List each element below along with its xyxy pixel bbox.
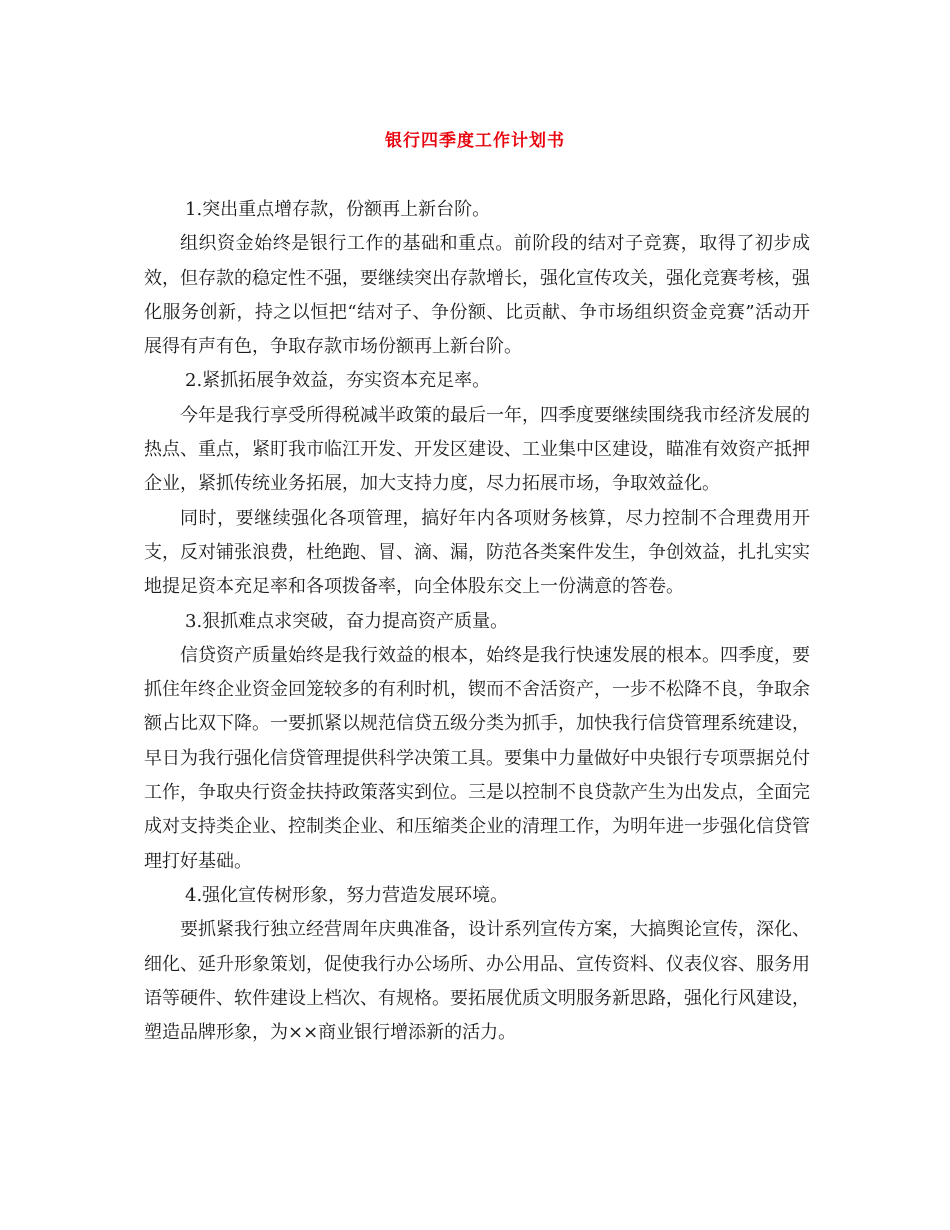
paragraph: 信贷资产质量始终是我行效益的根本，始终是我行快速发展的根本。四季度，要抓住年终企业资金回笼较多的有利时机，锲而不舍活资产，一步不松降不良，争取余额占比双下降。一要抓紧以规范信贷五级分类为抓手，加快我行信贷管理系统建设，早日为我行强化信贷管理提供科学决策工具。要集中力量做好中央银行专项票据兑付工作，争取央行资金扶持政策落实到位。三是以控制不良贷款产生为出发点，全面完成对支持类企业、控制类企业、和压缩类企业的清理工作，为明年进一步强化信贷管理打好基础。	[144, 644, 810, 872]
document-title: 银行四季度工作计划书	[385, 131, 565, 151]
paragraph: 同时，要继续强化各项管理，搞好年内各项财务核算，尽力控制不合理费用开支，反对铺张浪费，杜绝跑、冒、滴、漏，防范各类案件发生，争创效益，扎扎实实地提足资本充足率和各项拨备率，向全体股东交上一份满意的答卷。	[144, 507, 810, 598]
document-body	[144, 193, 810, 1050]
section-heading: 3.狠抓难点求突破，奋力提高资产质量。	[185, 610, 509, 632]
section-3	[144, 605, 810, 879]
section-heading: 4.强化宣传树形象，努力营造发展环境。	[185, 884, 509, 906]
section-2	[144, 364, 810, 604]
paragraph: 今年是我行享受所得税减半政策的最后一年，四季度要继续围绕我市经济发展的热点、重点，紧盯我市临江开发、开发区建设、工业集中区建设，瞄准有效资产抵押企业，紧抓传统业务拓展，加大支持力度，尽力拓展市场，争取效益化。	[144, 404, 810, 495]
paragraph: 要抓紧我行独立经营周年庆典准备，设计系列宣传方案，大搞舆论宣传，深化、细化、延升形象策划，促使我行办公场所、办公用品、宣传资料、仪表仪容、服务用语等硬件、软件建设上档次、有规格。要拓展优质文明服务新思路，强化行风建设，塑造品牌形象，为××商业银行增添新的活力。	[144, 919, 810, 1044]
paragraph: 组织资金始终是银行工作的基础和重点。前阶段的结对子竞赛，取得了初步成效，但存款的稳定性不强，要继续突出存款增长，强化宣传攻关，强化竞赛考核，强化服务创新，持之以恒把“结对子、争份额、比贡献、争市场组织资金竞赛”活动开展得有声有色，争取存款市场份额再上新台阶。	[144, 233, 810, 358]
section-heading: 1.突出重点增存款，份额再上新台阶。	[185, 199, 491, 220]
section-heading: 2.紧抓拓展争效益，夯实资本充足率。	[185, 370, 491, 392]
section-4	[144, 879, 810, 1050]
section-1	[144, 193, 810, 364]
